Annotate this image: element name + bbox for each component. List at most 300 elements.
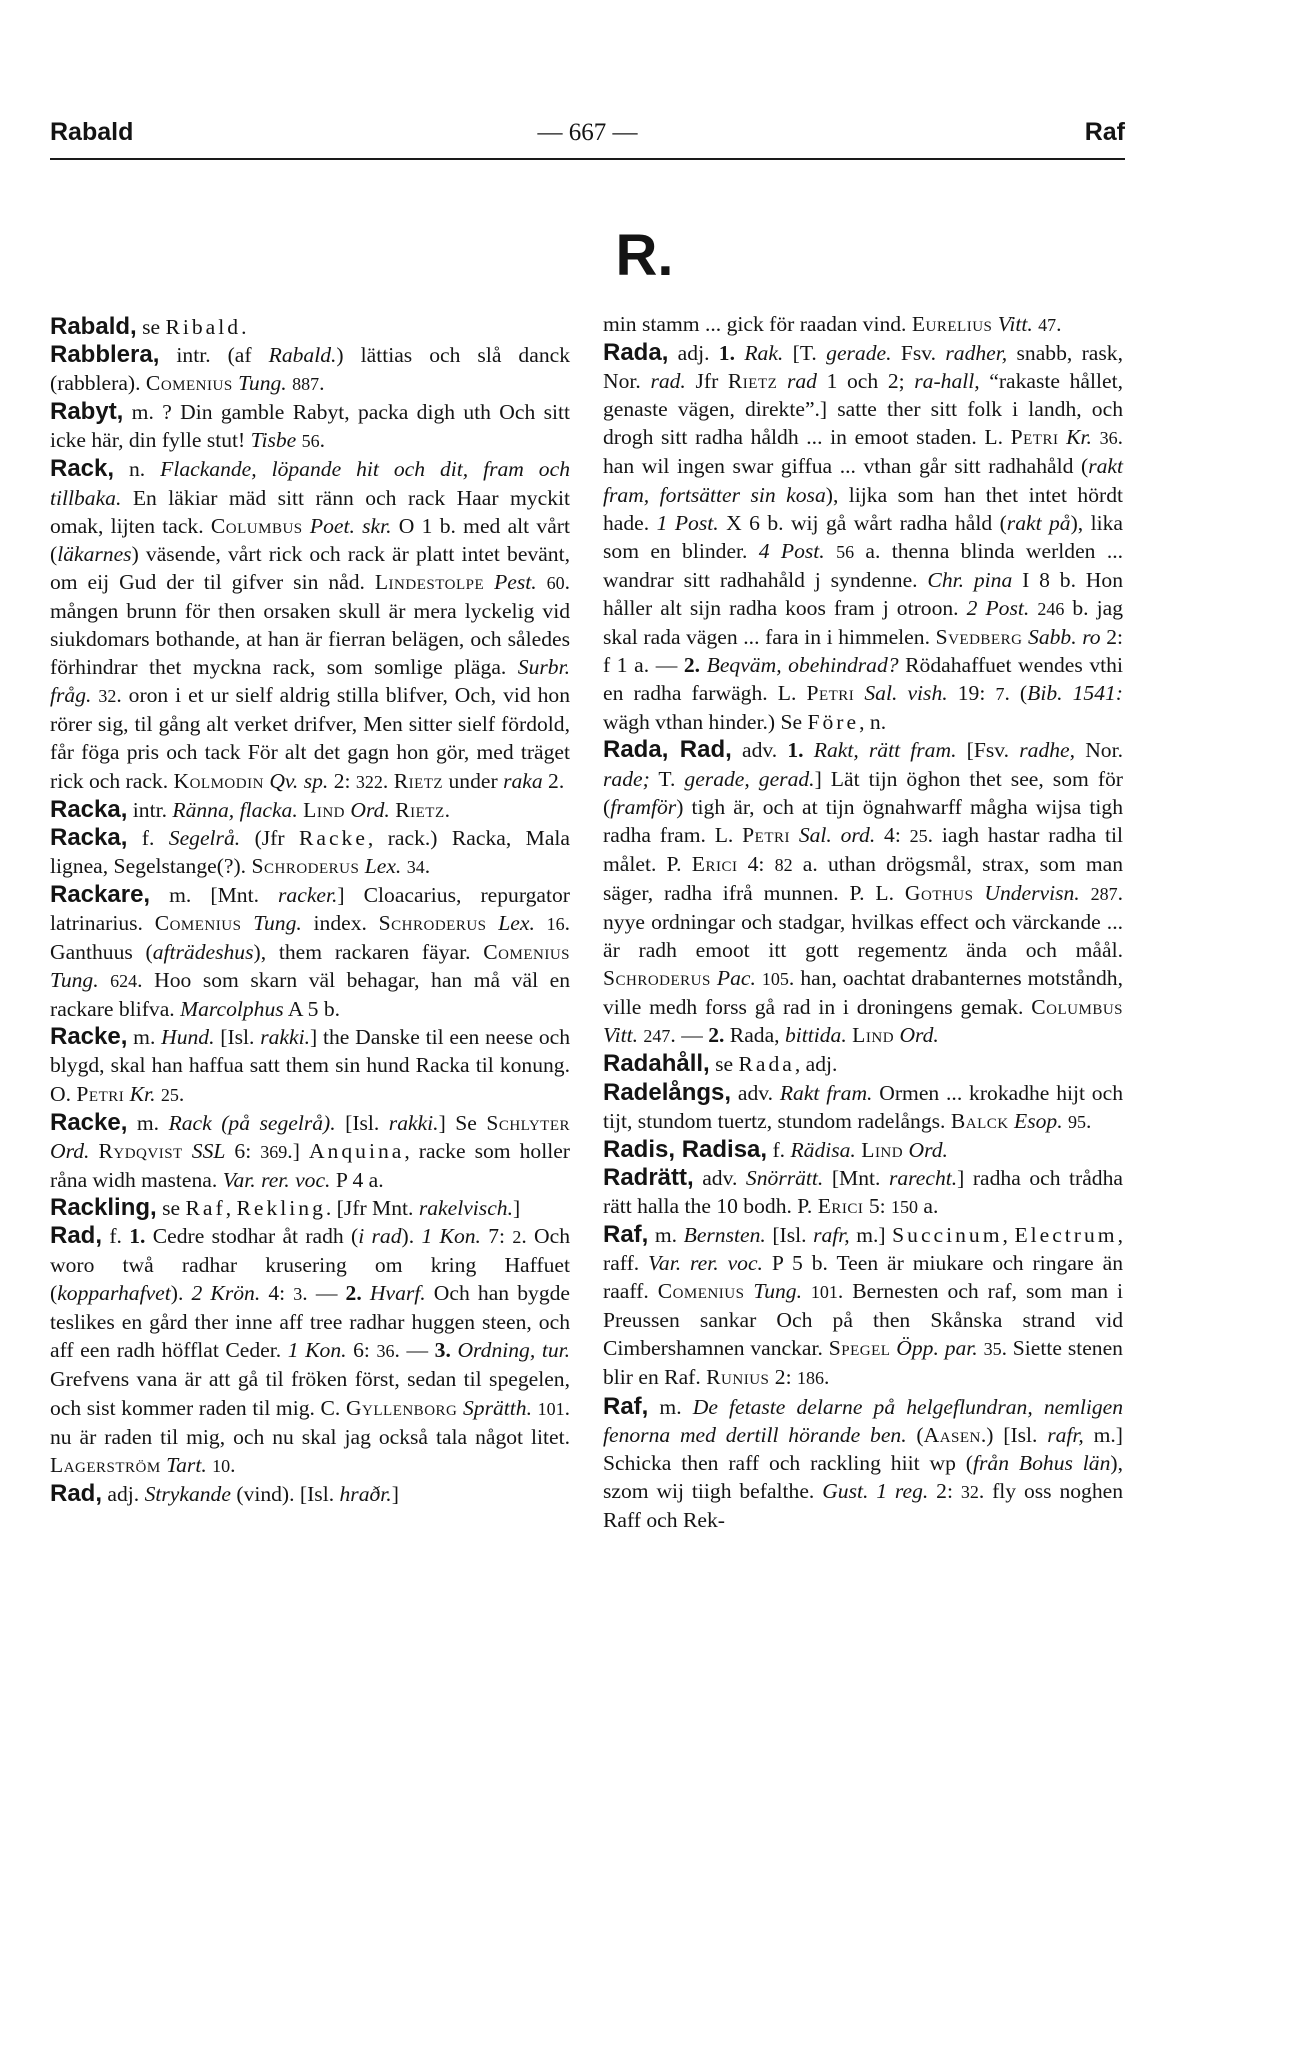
entry-text: wägh vthan hinder.) Se <box>603 710 808 735</box>
dictionary-entry <box>50 1109 570 1194</box>
entry-text: 19: <box>947 681 996 706</box>
entry-text: 2. <box>708 1023 725 1048</box>
page-number: — 667 — <box>537 119 638 146</box>
entry-text: rakt fram, fortsätter sin kosa <box>603 454 1123 507</box>
entry-text: ), lika som en blinder. <box>603 510 1124 563</box>
entry-text: 5: <box>863 1193 892 1218</box>
entry-text: Surbr. fråg. <box>50 655 570 708</box>
entry-text: från Bohus län <box>973 1450 1111 1475</box>
entry-text: Ord. <box>350 797 390 822</box>
dictionary-entry <box>50 1480 570 1508</box>
entry-text: Beqväm, obehindrad? <box>706 653 899 678</box>
entry-text: Kr. <box>1066 425 1092 450</box>
entry-text: m. <box>127 1110 169 1135</box>
entry-text <box>825 539 836 563</box>
entry-text: 4: <box>875 822 910 847</box>
entry-text: Ord. <box>50 1138 90 1163</box>
entry-text: . Och woro twå radhar krusering om kring Haffuet ( <box>50 1224 571 1306</box>
entry-headword: Rad, <box>50 1222 103 1249</box>
entry-text: 16 <box>546 913 565 934</box>
entry-text <box>99 968 111 992</box>
entry-text <box>183 1139 192 1163</box>
entry-text: Chr. pina <box>927 567 1013 592</box>
entry-text: rakt på <box>1006 510 1071 535</box>
entry-text: i rad <box>358 1224 402 1248</box>
entry-text: 1. <box>718 341 735 366</box>
entry-text: Lex. <box>498 910 535 935</box>
entry-headword: Rabyt, <box>50 398 124 426</box>
entry-text: . fly oss noghen Raff och Rek- <box>603 1478 1124 1532</box>
entry-text: rarecht. <box>888 1165 958 1190</box>
entry-text: Rada, <box>724 1023 785 1048</box>
entry-text: 247 <box>643 1026 671 1047</box>
entry-text: intr. (af <box>159 343 269 368</box>
entry-text: Marcolphus <box>180 997 284 1022</box>
entry-text: Flackande, löpande hit och dit, fram och tillbaka. <box>50 457 570 510</box>
entry-text: ), lijka som han thet intet hördt hade. <box>603 482 1123 535</box>
entry-text: adv. <box>731 1080 780 1105</box>
entry-text: . <box>1086 1108 1092 1133</box>
entry-text: rafr, <box>1047 1422 1084 1447</box>
entry-text: Tisbe <box>250 428 297 453</box>
dictionary-entry <box>603 1079 1123 1136</box>
dictionary-entry <box>50 824 570 881</box>
entry-text: 246 <box>1037 598 1065 619</box>
entry-text: ). <box>401 1224 422 1248</box>
entry-text: intr. <box>127 797 173 822</box>
entry-text: Rakt, rätt fram. <box>813 738 957 763</box>
entry-text: , <box>1002 1223 1015 1247</box>
dictionary-entry <box>603 1164 1123 1221</box>
entry-text: .] <box>287 1138 309 1163</box>
entry-text: X 6 b. wij gå wårt radha håld ( <box>718 510 1007 535</box>
entry-text: Schlyter <box>486 1110 570 1135</box>
entry-text: Tung. <box>50 968 99 993</box>
dictionary-entry <box>50 1194 570 1222</box>
entry-text: Var. rer. voc. <box>222 1167 331 1192</box>
entry-text: index. <box>301 910 379 935</box>
entry-text: Gyllenborg <box>345 1395 458 1420</box>
entry-text: Aasen <box>923 1422 981 1447</box>
entry-text: , n. <box>859 710 887 735</box>
entry-text: 1. <box>129 1224 146 1248</box>
entry-text: 6: <box>346 1338 377 1363</box>
entry-text: . Hoo som skarn väl behagar, han må väl en rackare blifva. <box>50 968 570 1022</box>
entry-text: Strykande <box>144 1481 231 1506</box>
entry-text: f. <box>127 825 169 850</box>
entry-headword: Rad, <box>50 1479 103 1507</box>
entry-text: 1 Kon. <box>421 1224 481 1248</box>
entry-text: Undervisn. <box>984 880 1080 905</box>
entry-text: n. <box>114 457 161 482</box>
entry-text: Rekling <box>236 1195 326 1220</box>
entry-text: m. ? Din gamble Rabyt, packa digh uth Och sitt icke här, din fylle stut! <box>50 400 570 453</box>
entry-text: 1 Kon. <box>287 1338 347 1363</box>
entry-text: Lind <box>861 1137 904 1162</box>
entry-text: ] radha och trådha rätt halla the 10 bodh. P. <box>603 1165 1123 1218</box>
entry-text: rade; <box>603 766 650 791</box>
entry-text: racker. <box>278 882 338 907</box>
entry-text: Columbus <box>210 513 303 538</box>
entry-text: Lex. <box>364 853 402 878</box>
entry-headword: Rackling, <box>50 1193 157 1221</box>
entry-text: bittida. <box>784 1023 847 1048</box>
entry-text <box>537 570 547 594</box>
entry-text: Tart. <box>166 1452 207 1477</box>
entry-text: Poet. skr. <box>309 513 392 538</box>
entry-text: 2. <box>345 1281 362 1306</box>
entry-text <box>241 911 253 935</box>
entry-text: Sprätth. <box>462 1395 532 1420</box>
entry-text: min stamm ... gick för raadan vind. <box>603 312 912 336</box>
entry-text: Sal. vish. <box>864 681 948 706</box>
entry-text: rad. <box>650 369 686 394</box>
entry-text: Schroderus <box>251 853 360 878</box>
entry-text: 4: <box>260 1281 294 1306</box>
entry-text: m.] <box>849 1223 893 1247</box>
entry-headword: Racke, <box>50 1108 128 1136</box>
entry-text: 36 <box>376 1341 395 1362</box>
entry-text: . <box>230 1452 236 1477</box>
entry-text: 2 Post. <box>966 595 1030 620</box>
entry-text: Rietz <box>395 797 445 822</box>
entry-text: P 5 b. Teen är miukare och ringare än raaff. <box>603 1251 1123 1304</box>
entry-text: adj. <box>668 341 719 366</box>
entry-text: 25 <box>160 1084 179 1105</box>
entry-text <box>735 341 744 365</box>
entry-text: , racke som holler råna widh mastena. <box>50 1138 571 1192</box>
entry-text: Rack (på segelrå). <box>168 1110 336 1135</box>
dictionary-entry <box>50 796 570 824</box>
entry-text: 95 <box>1068 1111 1087 1132</box>
entry-text: Erici <box>817 1193 864 1218</box>
entry-text: [Isl. <box>214 1025 261 1050</box>
entry-text: m. <box>648 1394 693 1419</box>
entry-text: 2. <box>683 653 701 678</box>
entry-text: , <box>225 1195 237 1220</box>
entry-text: Nor. <box>1075 738 1123 763</box>
entry-text: Ord. <box>908 1137 948 1162</box>
entry-text: Erici <box>691 851 738 876</box>
entry-text: Pac. <box>716 966 756 991</box>
entry-text: afträdeshus <box>152 940 254 965</box>
entry-text: 1 och 2; <box>816 369 915 394</box>
entry-text: 47 <box>1038 315 1057 335</box>
right-column <box>603 310 1123 1534</box>
section-letter: R. <box>615 223 674 288</box>
entry-text: . Ganthuus ( <box>50 910 570 965</box>
entry-text: Pest. <box>494 569 537 594</box>
entry-text: 2: <box>328 768 356 793</box>
running-head <box>50 118 1125 154</box>
entry-text: Qv. sp. <box>269 768 329 793</box>
entry-text: “rakaste hållet, genaste vägen, direkte”.] satte ther sitt folk i landh, och drogh sitt radha håldh ... in emoot staden. L. <box>603 369 1123 450</box>
entry-text: m.] Schicka then raff och rackling hiit wp ( <box>603 1422 1123 1475</box>
entry-headword: Rada, <box>603 339 669 367</box>
entry-text: framför <box>610 794 677 819</box>
entry-text: Tung. <box>253 910 302 935</box>
entry-text: . — <box>394 1338 435 1363</box>
entry-text: . <box>241 315 247 339</box>
entry-text: . <box>1056 312 1062 336</box>
entry-text: f. <box>102 1224 130 1248</box>
entry-text: . <box>178 1081 185 1106</box>
entry-text: 186 <box>796 1368 824 1389</box>
entry-text: m. [Mnt. <box>150 882 279 907</box>
dictionary-entry <box>50 455 570 795</box>
entry-text: adv. <box>693 1165 746 1190</box>
entry-text: Lind <box>303 797 345 822</box>
dictionary-entry <box>603 1136 1123 1164</box>
entry-text: [T. <box>783 341 827 366</box>
entry-text: Rabald. <box>268 343 337 368</box>
entry-text: . oron i et ur sielf aldrig stilla blifver, Och, vid hon rörer sig, til gång alt verket drifver, Men sitter sielf fördold, får föga pris och tack För alt det gagn hon gör, med träget rick och rack. <box>50 683 570 793</box>
entry-text: 4: <box>737 851 775 876</box>
entry-text: . ( <box>1004 681 1028 706</box>
entry-text: Petri <box>742 822 790 847</box>
entry-text: 887 <box>292 374 320 395</box>
entry-text: ), them rackaren fäyar. <box>253 940 484 965</box>
entry-text: Electrum <box>1014 1223 1118 1247</box>
entry-text: adv. <box>731 738 788 763</box>
entry-text: . <box>444 797 451 822</box>
entry-text: under <box>443 768 504 793</box>
entry-text: raka <box>503 768 543 793</box>
entry-text: Vitt. <box>603 1023 638 1048</box>
entry-text: Spegel <box>828 1336 891 1361</box>
entry-text: [Mnt. <box>823 1165 889 1190</box>
entry-text: 101 <box>537 1398 565 1419</box>
entry-text: a. uthan drögsmål, strax, som man säger, radha ifrå munnen. P. L. <box>603 851 1123 905</box>
entry-text <box>1080 881 1091 905</box>
entry-text: Schroderus <box>603 966 711 991</box>
entry-text: 101 <box>810 1282 838 1303</box>
entry-text: Sabb. ro <box>1028 625 1101 650</box>
dictionary-entry <box>603 310 1123 339</box>
entry-text: Raf <box>185 1195 226 1220</box>
entry-text: 2 <box>512 1227 522 1247</box>
entry-text: 2: <box>928 1478 961 1503</box>
entry-text: Kolmodin <box>173 768 264 793</box>
entry-text: Hvarf. <box>369 1281 426 1306</box>
entry-text: . nyye ordningar och stadgar, hvilkas effect och värckande ... är radh emoot itt gott regementz ända och måål. <box>603 880 1123 963</box>
entry-text: . Bernesten och raf, som man i Preussen sankar Och på then Skånska strand vid Cimbershamnen vanckar. <box>603 1279 1123 1361</box>
entry-text: 369 <box>260 1141 288 1162</box>
entry-text: läkarnes <box>57 541 132 566</box>
entry-text: (vind). [Isl. <box>230 1481 340 1506</box>
dictionary-entry <box>50 1222 570 1480</box>
entry-text <box>854 681 864 705</box>
entry-text <box>487 911 499 935</box>
entry-text: a. <box>918 1193 939 1218</box>
entry-text: 25 <box>909 825 928 846</box>
entry-text <box>303 514 310 538</box>
entry-text: SSL <box>191 1138 226 1163</box>
entry-text: . <box>382 768 394 793</box>
entry-text: 56 <box>301 431 320 452</box>
entry-text: 7: <box>480 1224 513 1248</box>
entry-headword: Radelångs, <box>603 1078 732 1106</box>
header-left-guideword: Rabald <box>50 118 134 146</box>
entry-text: Jfr <box>685 369 728 394</box>
entry-text: Comenius <box>154 910 242 935</box>
entry-text: ( <box>906 1422 924 1447</box>
entry-text: rad <box>786 369 817 394</box>
entry-text <box>1092 425 1100 449</box>
entry-text: Anquina <box>308 1138 405 1163</box>
entry-text: Svedberg <box>935 625 1023 650</box>
entry-text: Öpp. par. <box>896 1336 978 1361</box>
entry-headword: Rackare, <box>50 880 151 908</box>
entry-text: Ribald <box>165 315 242 339</box>
entry-text: adj. <box>102 1481 145 1506</box>
entry-headword: Rabblera, <box>50 341 160 369</box>
entry-text <box>700 653 707 677</box>
entry-text: Snörrätt. <box>745 1165 824 1190</box>
entry-text: Schroderus <box>378 910 487 935</box>
dictionary-entry <box>603 736 1123 1050</box>
entry-text: m. <box>127 1025 162 1050</box>
entry-text: 6: <box>225 1138 261 1163</box>
entry-text: Rak. <box>744 341 784 366</box>
dictionary-entry <box>603 1221 1123 1393</box>
entry-text: Sal. ord. <box>798 822 876 847</box>
entry-text: ] the Danske til een neese och blygd, skal han haffua satt them sin hund Racka til konung. O. <box>50 1025 570 1106</box>
entry-text <box>1058 425 1066 449</box>
entry-text: se <box>156 1195 186 1220</box>
entry-text: Vitt. <box>997 312 1033 336</box>
entry-text: O 1 b. med alt vårt ( <box>50 513 570 566</box>
entry-headword: Raf, <box>603 1392 649 1420</box>
entry-text: Bernsten. <box>683 1223 766 1247</box>
entry-text: rafr, <box>813 1223 850 1247</box>
entry-text: Rietz <box>727 369 778 394</box>
entry-text: 287 <box>1090 883 1118 904</box>
entry-text: Cedre stodhar åt radh ( <box>145 1224 359 1248</box>
entry-headword: Raf, <box>603 1221 649 1248</box>
entry-text: De fetaste delarne på helgeflundran, nemligen fenorna med dertill hörande ben. <box>603 1394 1123 1447</box>
entry-text: Rydqvist <box>98 1138 183 1163</box>
entry-text: 56 <box>836 541 855 562</box>
entry-text: 1 Post. <box>656 510 719 535</box>
entry-text: Tung. <box>753 1279 802 1304</box>
entry-text: Kr. <box>129 1081 156 1106</box>
entry-text: 105 <box>761 969 789 990</box>
entry-text: f. <box>767 1137 791 1162</box>
entry-text: Lind <box>852 1023 895 1048</box>
entry-text: 32 <box>98 686 117 707</box>
entry-text: , adj. <box>794 1052 838 1077</box>
entry-text: Racke <box>298 825 368 850</box>
entry-text: 4 Post. <box>758 538 825 563</box>
entry-text: 32 <box>960 1481 979 1502</box>
entry-text: . <box>319 428 326 453</box>
entry-text: Fsv. <box>891 341 946 366</box>
entry-text: Hund. <box>161 1025 215 1050</box>
entry-text: Columbus <box>1031 995 1123 1020</box>
entry-text: gerade, gerad. <box>684 766 815 791</box>
entry-text <box>790 823 799 847</box>
entry-text: Petri <box>1010 425 1059 450</box>
entry-text: [Isl. <box>335 1110 389 1135</box>
entry-text: ] Lät tijn öghon thet see, som för ( <box>603 766 1123 819</box>
entry-text <box>484 570 494 594</box>
entry-text: Runius <box>706 1365 770 1390</box>
entry-text: [Isl. <box>765 1223 814 1247</box>
entry-text: Rietz <box>393 768 444 793</box>
entry-text: 10 <box>212 1455 231 1476</box>
entry-text: 36 <box>1099 428 1118 449</box>
entry-text: Ränna, flacka. <box>172 797 298 822</box>
entry-text: Rädisa. <box>790 1137 856 1162</box>
dictionary-entry <box>50 881 570 1023</box>
entry-text: 7 <box>995 684 1005 705</box>
dictionary-entry <box>50 313 570 341</box>
entry-text: b. jag skal rada vägen ... fara in i himmelen. <box>603 595 1124 650</box>
header-rule <box>50 158 1125 160</box>
header-right-guideword: Raf <box>1084 118 1125 146</box>
entry-text <box>802 1279 811 1303</box>
entry-text: . han, oachtat drabanternes motståndh, ville medh forss gå rad in i droningens gemak. <box>603 966 1123 1020</box>
entry-headword: Radrätt, <box>603 1163 694 1191</box>
entry-text: , rack.) Racka, Mala lignea, Segelstange(?). <box>50 825 571 878</box>
entry-text: . <box>319 371 325 396</box>
entry-text: radher, <box>945 341 1008 366</box>
entry-headword: Radahåll, <box>603 1050 710 1078</box>
entry-headword: Rack, <box>50 455 115 483</box>
entry-text: Var. rer. voc. <box>648 1251 763 1276</box>
entry-text: Esop. <box>1014 1108 1063 1133</box>
dictionary-entry <box>50 1023 570 1108</box>
entry-text: 1. <box>787 738 804 763</box>
entry-text: ) tigh är, och at tijn ögnahwarff mågha wijsa tigh radha fram. L. <box>603 794 1123 847</box>
entry-text: . nu är raden til mig, och nu skal jag också tala något litet. <box>50 1395 570 1449</box>
entry-text: 624 <box>110 971 138 992</box>
entry-text: se <box>136 315 166 339</box>
entry-text: .) [Isl. <box>980 1422 1048 1447</box>
entry-text: . Siette stenen blir en Raf. <box>603 1336 1123 1390</box>
entry-text: ] Se <box>438 1110 487 1135</box>
entry-text: . — <box>670 1023 709 1048</box>
entry-text: (Jfr <box>240 825 299 850</box>
entry-text: a. thenna blinda werlden ... wandrar sitt radhahåld j syndenne. <box>603 538 1124 592</box>
entry-text: rakki. <box>260 1025 310 1050</box>
entry-text: . han wil ingen swar giffua ... vthan går sitt radhahåld ( <box>603 425 1123 479</box>
entry-text: Rödahaffuet wendes vthi en radha farwägh. L. <box>603 653 1123 706</box>
entry-text: 2. <box>542 768 565 793</box>
entry-headword: Racke, <box>50 1023 128 1051</box>
dictionary-entry <box>603 1050 1123 1078</box>
entry-text: 82 <box>774 854 793 875</box>
entry-text: , raff. <box>603 1223 1124 1276</box>
entry-text: snabb, rask, Nor. <box>603 341 1123 394</box>
entry-headword: Rada, Rad, <box>603 736 732 764</box>
entry-text: ra-hall, <box>914 369 980 394</box>
entry-text: radhe, <box>1019 738 1076 763</box>
entry-text: Ormen ... krokadhe hijt och tijt, stundom tuertz, stundom radelångs. <box>603 1080 1123 1133</box>
entry-text: Comenius <box>657 1279 745 1304</box>
entry-text: Succinum <box>892 1223 1003 1247</box>
dictionary-entry <box>50 341 570 398</box>
entry-text: Gust. 1 reg. <box>822 1478 929 1503</box>
dictionary-entry <box>50 398 570 455</box>
entry-text: . iagh hastar radha til målet. P. <box>603 822 1124 876</box>
entry-text: [Fsv. <box>956 738 1020 763</box>
entry-text: Rakt fram. <box>779 1080 873 1105</box>
entry-text: T. <box>649 766 685 791</box>
entry-text: 2: <box>769 1365 797 1390</box>
entry-text: m. <box>648 1223 684 1247</box>
